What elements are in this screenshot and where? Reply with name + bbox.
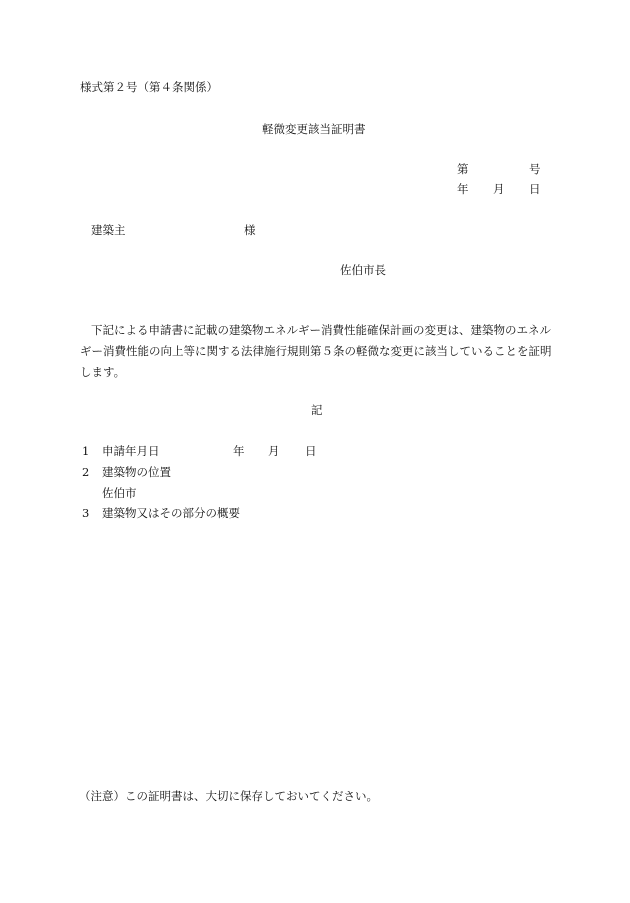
doc-date-day: 日 xyxy=(529,182,541,196)
building-location-value: 佐伯市 xyxy=(102,486,137,500)
item-label: 申請年月日 xyxy=(102,444,160,458)
item-label: 建築物又はその部分の概要 xyxy=(102,506,240,520)
addressee-label: 建築主 xyxy=(91,223,126,237)
doc-date-month: 月 xyxy=(493,182,505,196)
addressee-honorific: 様 xyxy=(244,223,256,237)
item-number: 1 xyxy=(82,444,90,458)
note: （注意）この証明書は、大切に保存しておいてください。 xyxy=(79,789,378,803)
item-number: 2 xyxy=(82,465,90,479)
form-number: 様式第２号（第４条関係） xyxy=(80,80,218,94)
doc-no-suffix: 号 xyxy=(529,162,541,176)
item-number: 3 xyxy=(82,506,90,520)
application-year: 年 xyxy=(233,444,245,458)
doc-no-blank xyxy=(472,164,527,176)
issuer: 佐伯市長 xyxy=(340,263,386,277)
document-title: 軽微変更該当証明書 xyxy=(262,122,366,136)
application-month: 月 xyxy=(268,444,280,458)
addressee-name-blank xyxy=(130,225,235,237)
ki-heading: 記 xyxy=(311,403,323,417)
body-text: 下記による申請書に記載の建築物エネルギー消費性能確保計画の変更は、建築物のエネルギー消費性能の向上等に関する法律施行規則第５条の軽微な変更に該当していることを証明します。 xyxy=(80,323,552,379)
doc-no-prefix: 第 xyxy=(457,162,469,176)
doc-date-year: 年 xyxy=(457,182,469,196)
application-day: 日 xyxy=(305,444,317,458)
item-label: 建築物の位置 xyxy=(102,465,171,479)
